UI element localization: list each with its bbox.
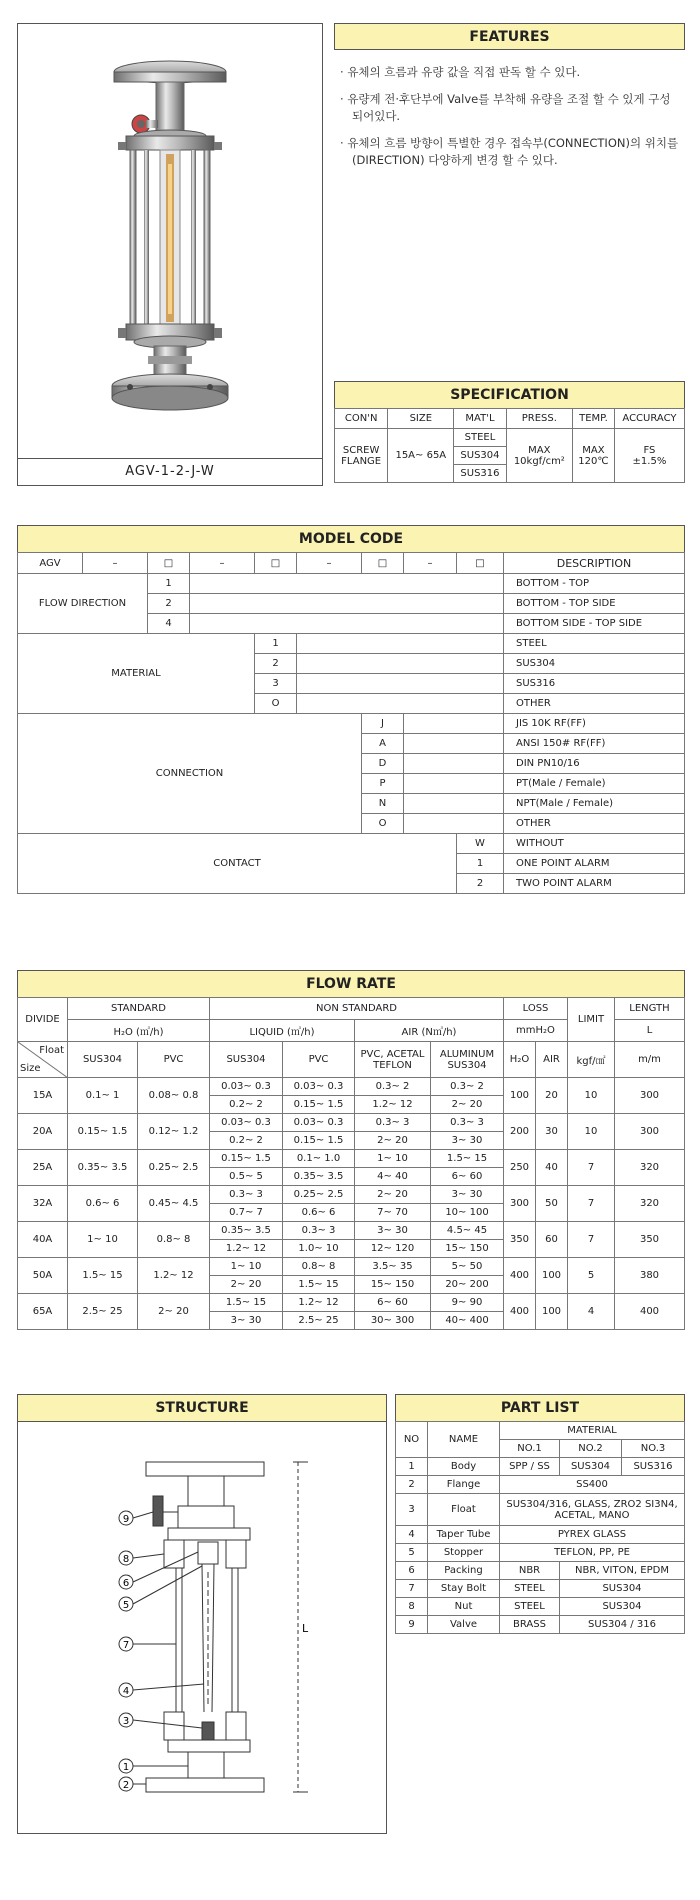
fr-cell: 2~ 20 <box>210 1276 283 1294</box>
spec-header: TEMP. <box>573 409 615 429</box>
pl-cell: 9 <box>396 1616 428 1634</box>
pl-cell: 6 <box>396 1562 428 1580</box>
dimension-label: L <box>302 1622 309 1635</box>
part-list-section <box>395 1394 685 1634</box>
fr-cell: 4 <box>568 1294 615 1330</box>
product-photo-panel <box>17 23 323 486</box>
fr-cell: 0.6~ 6 <box>68 1186 138 1222</box>
fr-liquid-header: LIQUID (㎥/h) <box>210 1020 355 1042</box>
model-code-section <box>17 525 685 894</box>
mc-desc: ONE POINT ALARM <box>504 854 685 874</box>
fr-cell: 0.8~ 8 <box>283 1258 355 1276</box>
fr-col-header: SUS304 <box>68 1042 138 1078</box>
fr-row <box>18 1186 685 1204</box>
pl-cell: Flange <box>428 1476 500 1494</box>
mc-desc: SUS316 <box>504 674 685 694</box>
pl-cell: Stopper <box>428 1544 500 1562</box>
fr-cell: 300 <box>615 1078 685 1114</box>
callout-label: 7 <box>122 1640 130 1651</box>
fr-cell: 10 <box>568 1114 615 1150</box>
fr-cell: 1.2~ 12 <box>210 1240 283 1258</box>
mc-desc: SUS304 <box>504 654 685 674</box>
fr-cell: 15~ 150 <box>431 1240 504 1258</box>
mc-desc: OTHER <box>504 814 685 834</box>
fr-length-header: LENGTH <box>615 998 685 1020</box>
mc-header: DESCRIPTION <box>504 553 685 574</box>
mc-code: 1 <box>255 634 297 654</box>
fr-cell: 4.5~ 45 <box>431 1222 504 1240</box>
structure-drawing <box>18 1422 386 1832</box>
fr-loss-header: LOSS <box>504 998 568 1020</box>
mc-desc: PT(Male / Female) <box>504 774 685 794</box>
fr-mmh2o-header: mmH₂O <box>504 1020 568 1042</box>
fr-cell: 0.15~ 1.5 <box>68 1114 138 1150</box>
spec-press: MAX 10kgf/cm² <box>506 429 572 483</box>
fr-cell: 60 <box>536 1222 568 1258</box>
feature-item: · 유체의 흐름 방향이 특별한 경우 접속부(CONNECTION)의 위치를(DIRECTION) 다양하게 변경 할 수 있다. <box>340 136 679 167</box>
fr-nonstandard-header: NON STANDARD <box>210 998 504 1020</box>
pl-cell: SS400 <box>500 1476 685 1494</box>
mc-desc: DIN PN10/16 <box>504 754 685 774</box>
fr-cell: 320 <box>615 1186 685 1222</box>
fr-cell: 0.3~ 2 <box>355 1078 431 1096</box>
product-caption: AGV-1-2-J-W <box>18 458 322 485</box>
pl-cell: SUS304 / 316 <box>560 1616 685 1634</box>
fr-l-header: L <box>615 1020 685 1042</box>
pl-cell: Taper Tube <box>428 1526 500 1544</box>
fr-cell: 50A <box>18 1258 68 1294</box>
pl-cell: 8 <box>396 1598 428 1616</box>
features-list <box>334 64 685 169</box>
mc-code: 3 <box>255 674 297 694</box>
pl-cell: 4 <box>396 1526 428 1544</box>
fr-cell: 10 <box>568 1078 615 1114</box>
spec-conn: SCREW FLANGE <box>335 429 388 483</box>
mc-header: □ <box>255 553 297 574</box>
spec-temp: MAX 120℃ <box>573 429 615 483</box>
pl-col-header: NO.1 <box>500 1440 560 1458</box>
mc-desc: BOTTOM - TOP <box>504 574 685 594</box>
fr-divide-header: DIVIDE <box>18 998 68 1042</box>
mc-group-label: MATERIAL <box>18 634 255 714</box>
pl-cell: Body <box>428 1458 500 1476</box>
fr-cell: 65A <box>18 1294 68 1330</box>
mc-code: O <box>362 814 404 834</box>
pl-cell: NBR <box>500 1562 560 1580</box>
fr-cell: 3~ 30 <box>210 1312 283 1330</box>
pl-material-header: MATERIAL <box>500 1422 685 1440</box>
fr-cell: 32A <box>18 1186 68 1222</box>
fr-cell: 1.5~ 15 <box>431 1150 504 1168</box>
fr-cell: 1.5~ 15 <box>68 1258 138 1294</box>
fr-cell: 40A <box>18 1222 68 1258</box>
fr-cell: 1.2~ 12 <box>283 1294 355 1312</box>
part-list-table <box>395 1421 685 1634</box>
mc-code: O <box>255 694 297 714</box>
callout-label: 6 <box>122 1578 130 1589</box>
fr-cell: 2~ 20 <box>355 1132 431 1150</box>
feature-item: · 유량계 전·후단부에 Valve를 부착해 유량을 조절 할 수 있게 구성 되어있다. <box>340 92 671 123</box>
pl-cell: STEEL <box>500 1580 560 1598</box>
mc-desc: JIS 10K RF(FF) <box>504 714 685 734</box>
fr-row <box>18 1258 685 1276</box>
mc-desc: TWO POINT ALARM <box>504 874 685 894</box>
fr-cell: 1~ 10 <box>68 1222 138 1258</box>
mc-header: □ <box>362 553 404 574</box>
pl-name-header: NAME <box>428 1422 500 1458</box>
fr-cell: 350 <box>504 1222 536 1258</box>
fr-cell: 10~ 100 <box>431 1204 504 1222</box>
flow-rate-section <box>17 970 685 1330</box>
fr-air-header: AIR (N㎥/h) <box>355 1020 504 1042</box>
spec-header: MAT'L <box>454 409 506 429</box>
fr-cell: 300 <box>504 1186 536 1222</box>
pl-cell: 3 <box>396 1494 428 1526</box>
callout-label: 2 <box>122 1780 130 1791</box>
fr-cell: 40~ 400 <box>431 1312 504 1330</box>
pl-cell: NBR, VITON, EPDM <box>560 1562 685 1580</box>
fr-cell: 20~ 200 <box>431 1276 504 1294</box>
specification-table <box>334 408 685 483</box>
fr-cell: 6~ 60 <box>431 1168 504 1186</box>
fr-col-header: AIR <box>536 1042 568 1078</box>
mc-code: D <box>362 754 404 774</box>
fr-row <box>18 1294 685 1312</box>
fr-cell: 2~ 20 <box>138 1294 210 1330</box>
callout-label: 9 <box>122 1514 130 1525</box>
fr-cell: 100 <box>504 1078 536 1114</box>
pl-row <box>396 1476 685 1494</box>
fr-col-header: SUS304 <box>210 1042 283 1078</box>
fr-cell: 100 <box>536 1294 568 1330</box>
fr-cell: 20 <box>536 1078 568 1114</box>
fr-row <box>18 1114 685 1132</box>
fr-cell: 0.15~ 1.5 <box>210 1150 283 1168</box>
fr-cell: 320 <box>615 1150 685 1186</box>
fr-cell: 2.5~ 25 <box>68 1294 138 1330</box>
model-code-title: MODEL CODE <box>17 525 685 552</box>
fr-cell: 250 <box>504 1150 536 1186</box>
spec-header: PRESS. <box>506 409 572 429</box>
pl-cell: SPP / SS <box>500 1458 560 1476</box>
mc-code: J <box>362 714 404 734</box>
pl-cell: BRASS <box>500 1616 560 1634</box>
mc-desc: NPT(Male / Female) <box>504 794 685 814</box>
fr-cell: 2~ 20 <box>431 1096 504 1114</box>
fr-cell: 0.1~ 1 <box>68 1078 138 1114</box>
fr-cell: 3~ 30 <box>355 1222 431 1240</box>
mc-desc: BOTTOM - TOP SIDE <box>504 594 685 614</box>
specification-title: SPECIFICATION <box>334 381 685 408</box>
fr-cell: 0.25~ 2.5 <box>283 1186 355 1204</box>
flow-rate-title: FLOW RATE <box>17 970 685 997</box>
fr-row <box>18 1222 685 1240</box>
fr-cell: 3~ 30 <box>431 1132 504 1150</box>
spec-header: CON'N <box>335 409 388 429</box>
pl-col-header: NO.3 <box>622 1440 685 1458</box>
mc-header: AGV <box>18 553 83 574</box>
fr-cell: 0.3~ 3 <box>431 1114 504 1132</box>
pl-cell: PYREX GLASS <box>500 1526 685 1544</box>
fr-cell: 1.5~ 15 <box>210 1294 283 1312</box>
fr-cell: 0.2~ 2 <box>210 1096 283 1114</box>
fr-cell: 0.5~ 5 <box>210 1168 283 1186</box>
specification-section <box>334 381 685 483</box>
fr-cell: 0.15~ 1.5 <box>283 1096 355 1114</box>
pl-cell: Stay Bolt <box>428 1580 500 1598</box>
fr-standard-header: STANDARD <box>68 998 210 1020</box>
spec-header: SIZE <box>388 409 454 429</box>
fr-cell: 0.12~ 1.2 <box>138 1114 210 1150</box>
pl-cell: Float <box>428 1494 500 1526</box>
pl-cell: TEFLON, PP, PE <box>500 1544 685 1562</box>
fr-cell: 0.45~ 4.5 <box>138 1186 210 1222</box>
fr-cell: 400 <box>504 1294 536 1330</box>
model-code-table <box>17 552 685 894</box>
mc-group-label: CONTACT <box>18 834 457 894</box>
pl-row <box>396 1544 685 1562</box>
feature-item: · 유체의 흐름과 유량 값을 직접 판독 할 수 있다. <box>340 65 581 79</box>
part-list-title: PART LIST <box>395 1394 685 1421</box>
mc-code: 1 <box>457 854 504 874</box>
pl-cell: 1 <box>396 1458 428 1476</box>
pl-cell: 5 <box>396 1544 428 1562</box>
fr-cell: 0.25~ 2.5 <box>138 1150 210 1186</box>
fr-cell: 0.15~ 1.5 <box>283 1132 355 1150</box>
mc-header: □ <box>148 553 190 574</box>
fr-cell: 400 <box>615 1294 685 1330</box>
pl-row <box>396 1458 685 1476</box>
fr-cell: 1~ 10 <box>355 1150 431 1168</box>
fr-cell: 1.2~ 12 <box>138 1258 210 1294</box>
fr-cell: 0.03~ 0.3 <box>283 1114 355 1132</box>
fr-cell: 100 <box>536 1258 568 1294</box>
mc-desc: BOTTOM SIDE - TOP SIDE <box>504 614 685 634</box>
fr-cell: 30~ 300 <box>355 1312 431 1330</box>
fr-cell: 40 <box>536 1150 568 1186</box>
fr-cell: 5 <box>568 1258 615 1294</box>
structure-section <box>17 1394 387 1834</box>
fr-cell: 15~ 150 <box>355 1276 431 1294</box>
fr-cell: 25A <box>18 1150 68 1186</box>
mc-code: 2 <box>255 654 297 674</box>
fr-cell: 3.5~ 35 <box>355 1258 431 1276</box>
mc-code: 4 <box>148 614 190 634</box>
callout-label: 5 <box>122 1600 130 1611</box>
fr-cell: 1.2~ 12 <box>355 1096 431 1114</box>
fr-cell: 0.03~ 0.3 <box>210 1078 283 1096</box>
pl-row <box>396 1616 685 1634</box>
fr-cell: 0.03~ 0.3 <box>210 1114 283 1132</box>
callout-label: 8 <box>122 1554 130 1565</box>
mc-code: A <box>362 734 404 754</box>
callout-label: 1 <box>122 1762 130 1773</box>
mc-code: 2 <box>148 594 190 614</box>
fr-col-header: ALUMINUM SUS304 <box>431 1042 504 1078</box>
mc-group-label: CONNECTION <box>18 714 362 834</box>
mc-code: W <box>457 834 504 854</box>
fr-cell: 200 <box>504 1114 536 1150</box>
fr-cell: 0.2~ 2 <box>210 1132 283 1150</box>
pl-row <box>396 1526 685 1544</box>
mc-code: 1 <box>148 574 190 594</box>
structure-title: STRUCTURE <box>18 1395 386 1422</box>
fr-cell: 0.35~ 3.5 <box>210 1222 283 1240</box>
fr-cell: 0.3~ 2 <box>431 1078 504 1096</box>
callout-label: 3 <box>122 1716 130 1727</box>
pl-no-header: NO <box>396 1422 428 1458</box>
fr-cell: 0.35~ 3.5 <box>283 1168 355 1186</box>
fr-cell: 400 <box>504 1258 536 1294</box>
features-section <box>334 23 685 179</box>
pl-row <box>396 1598 685 1616</box>
fr-cell: 1~ 10 <box>210 1258 283 1276</box>
fr-cell: 0.35~ 3.5 <box>68 1150 138 1186</box>
spec-material: STEEL <box>454 429 506 447</box>
fr-cell: 12~ 120 <box>355 1240 431 1258</box>
fr-cell: 0.03~ 0.3 <box>283 1078 355 1096</box>
flowmeter-photo <box>18 24 322 458</box>
pl-cell: Nut <box>428 1598 500 1616</box>
fr-cell: 0.3~ 3 <box>355 1114 431 1132</box>
flow-rate-table <box>17 997 685 1330</box>
fr-cell: 4~ 40 <box>355 1168 431 1186</box>
spec-header: ACCURACY <box>614 409 684 429</box>
pl-cell: Valve <box>428 1616 500 1634</box>
fr-col-header: kgf/㎠ <box>568 1042 615 1078</box>
fr-cell: 0.08~ 0.8 <box>138 1078 210 1114</box>
spec-material: SUS304 <box>454 447 506 465</box>
mc-desc: ANSI 150# RF(FF) <box>504 734 685 754</box>
fr-cell: 350 <box>615 1222 685 1258</box>
fr-cell: 15A <box>18 1078 68 1114</box>
spec-accuracy: FS ±1.5% <box>614 429 684 483</box>
spec-size: 15A~ 65A <box>388 429 454 483</box>
pl-cell: 7 <box>396 1580 428 1598</box>
fr-cell: 300 <box>615 1114 685 1150</box>
fr-limit-header: LIMIT <box>568 998 615 1042</box>
fr-cell: 7 <box>568 1150 615 1186</box>
fr-cell: 0.3~ 3 <box>210 1186 283 1204</box>
fr-cell: 7 <box>568 1222 615 1258</box>
fr-cell: 380 <box>615 1258 685 1294</box>
fr-cell: 20A <box>18 1114 68 1150</box>
callout-label: 4 <box>122 1686 130 1697</box>
fr-cell: 3~ 30 <box>431 1186 504 1204</box>
fr-cell: 30 <box>536 1114 568 1150</box>
pl-row <box>396 1562 685 1580</box>
pl-cell: SUS304 <box>560 1580 685 1598</box>
fr-cell: 6~ 60 <box>355 1294 431 1312</box>
fr-cell: 0.8~ 8 <box>138 1222 210 1258</box>
mc-header: – <box>83 553 148 574</box>
pl-col-header: NO.2 <box>560 1440 622 1458</box>
pl-cell: 2 <box>396 1476 428 1494</box>
pl-cell: SUS304 <box>560 1458 622 1476</box>
mc-code: 2 <box>457 874 504 894</box>
fr-h2o-header: H₂O (㎥/h) <box>68 1020 210 1042</box>
fr-cell: 7 <box>568 1186 615 1222</box>
fr-row <box>18 1150 685 1168</box>
mc-code: N <box>362 794 404 814</box>
pl-row <box>396 1494 685 1526</box>
mc-header: □ <box>457 553 504 574</box>
features-title: FEATURES <box>334 23 685 50</box>
fr-col-header: H₂O <box>504 1042 536 1078</box>
mc-header: – <box>404 553 457 574</box>
spec-material: SUS316 <box>454 465 506 483</box>
mc-desc: OTHER <box>504 694 685 714</box>
mc-code: P <box>362 774 404 794</box>
fr-col-header: PVC <box>138 1042 210 1078</box>
fr-cell: 0.3~ 3 <box>283 1222 355 1240</box>
pl-cell: SUS304 <box>560 1598 685 1616</box>
pl-cell: STEEL <box>500 1598 560 1616</box>
pl-cell: Packing <box>428 1562 500 1580</box>
fr-cell: 1.5~ 15 <box>283 1276 355 1294</box>
fr-cell: 0.7~ 7 <box>210 1204 283 1222</box>
fr-cell: 0.1~ 1.0 <box>283 1150 355 1168</box>
fr-cell: 50 <box>536 1186 568 1222</box>
fr-cell: 2.5~ 25 <box>283 1312 355 1330</box>
mc-header: – <box>190 553 255 574</box>
mc-header: – <box>297 553 362 574</box>
fr-cell: 5~ 50 <box>431 1258 504 1276</box>
fr-col-header: PVC, ACETAL TEFLON <box>355 1042 431 1078</box>
fr-cell: 0.6~ 6 <box>283 1204 355 1222</box>
fr-cell: 2~ 20 <box>355 1186 431 1204</box>
fr-row <box>18 1078 685 1096</box>
pl-cell: SUS304/316, GLASS, ZRO2 SI3N4, ACETAL, MANO <box>500 1494 685 1526</box>
pl-row <box>396 1580 685 1598</box>
mc-desc: WITHOUT <box>504 834 685 854</box>
pl-cell: SUS316 <box>622 1458 685 1476</box>
mc-group-label: FLOW DIRECTION <box>18 574 148 634</box>
mc-desc: STEEL <box>504 634 685 654</box>
fr-col-header: m/m <box>615 1042 685 1078</box>
fr-float-size-cell: Float Size <box>18 1042 68 1078</box>
fr-cell: 9~ 90 <box>431 1294 504 1312</box>
fr-cell: 1.0~ 10 <box>283 1240 355 1258</box>
fr-col-header: PVC <box>283 1042 355 1078</box>
fr-cell: 7~ 70 <box>355 1204 431 1222</box>
